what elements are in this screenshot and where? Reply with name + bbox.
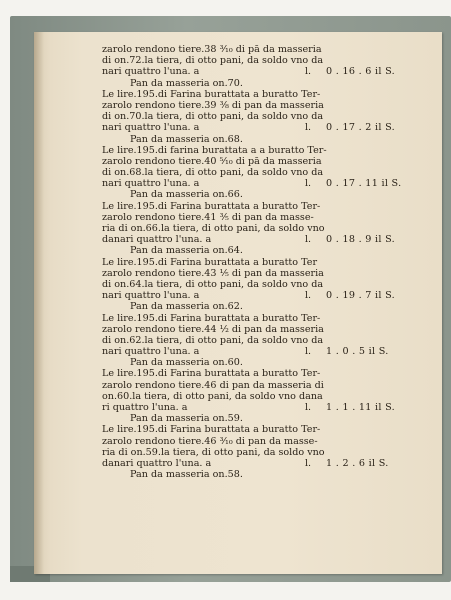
entry-line-text: Le lire.195.di Farina burattata a buratto Ter bbox=[102, 256, 318, 268]
entry-line bbox=[102, 368, 432, 379]
entry-line-text: zarolo rendono tiere.40 ⁵⁄₁₀ di pā da masseria bbox=[102, 155, 322, 167]
page-text bbox=[102, 44, 432, 480]
price-entry bbox=[102, 413, 432, 469]
entry-heading: Pan da masseria on.68. bbox=[130, 133, 243, 145]
price-value: 1 . 1 . 11 il S. bbox=[326, 402, 396, 413]
lira-mark: l. bbox=[304, 346, 312, 358]
entry-heading: Pan da masseria on.60. bbox=[130, 357, 243, 369]
entry-line-text: Le lire.195.di Farina burattata a buratto Ter- bbox=[102, 424, 321, 436]
entry-line-text: di on.62.la tiera, di otto pani, da soldo vno da bbox=[102, 334, 324, 346]
entry-line-text: zarolo rendono tiere.38 ³⁄₁₀ di pā da masseria bbox=[102, 44, 322, 55]
entry-line bbox=[102, 447, 432, 458]
entry-line bbox=[102, 55, 432, 66]
price-value: 1 . 0 . 5 il S. bbox=[326, 346, 389, 358]
price-value: 0 . 19 . 7 il S. bbox=[326, 290, 396, 302]
entry-line bbox=[102, 346, 432, 357]
entry-line-text: zarolo rendono tiere.46 di pan da masseria di bbox=[102, 379, 324, 391]
entry-line bbox=[102, 313, 432, 324]
entry-line bbox=[102, 212, 432, 223]
lira-mark: l. bbox=[304, 290, 312, 302]
entry-line bbox=[102, 424, 432, 435]
page-gutter-shadow bbox=[34, 32, 44, 574]
entry-line bbox=[102, 122, 432, 133]
entry-heading: Pan da masseria on.62. bbox=[130, 301, 243, 313]
entry-line bbox=[102, 178, 432, 189]
entry-line bbox=[102, 145, 432, 156]
entry-line bbox=[102, 66, 432, 77]
entry-line bbox=[102, 234, 432, 245]
entry-line bbox=[102, 268, 432, 279]
entry-line bbox=[102, 100, 432, 111]
entry-line bbox=[102, 167, 432, 178]
entry-line bbox=[102, 402, 432, 413]
entry-line bbox=[102, 391, 432, 402]
entry-line-text: nari quattro l'una. a bbox=[102, 346, 200, 358]
entry-line-text: danari quattro l'una. a bbox=[102, 234, 212, 246]
price-entry bbox=[102, 44, 432, 78]
entry-line-text: ria di on.59.la tiera, di otto pani, da soldo vno bbox=[102, 446, 325, 458]
price-entry bbox=[102, 301, 432, 357]
price-value: 1 . 2 . 6 il S. bbox=[326, 457, 389, 469]
entry-line-text: zarolo rendono tiere.39 ⅜ di pan da masseria bbox=[102, 99, 324, 111]
price-entry bbox=[102, 245, 432, 301]
entry-line bbox=[102, 279, 432, 290]
entry-line bbox=[102, 436, 432, 447]
entry-line bbox=[102, 223, 432, 234]
entry-line bbox=[102, 324, 432, 335]
entry-line bbox=[102, 458, 432, 469]
entry-line-text: di on.70.la tiera, di otto pani, da soldo vno da bbox=[102, 111, 324, 123]
lira-mark: l. bbox=[304, 178, 312, 190]
entry-line-text: zarolo rendono tiere.43 ⅕ di pan da masseria bbox=[102, 267, 324, 279]
entry-line bbox=[102, 201, 432, 212]
price-value: 0 . 17 . 2 il S. bbox=[326, 122, 396, 134]
entry-line-text: ri quattro l'una. a bbox=[102, 402, 188, 413]
price-entry bbox=[102, 357, 432, 413]
entry-line bbox=[102, 111, 432, 122]
entry-line bbox=[102, 257, 432, 268]
entry-heading: Pan da masseria on.64. bbox=[130, 245, 243, 257]
price-entry bbox=[102, 189, 432, 245]
entry-line-text: zarolo rendono tiere.46 ³⁄₁₀ di pan da masse- bbox=[102, 435, 318, 447]
entry-line bbox=[102, 380, 432, 391]
entry-line-text: zarolo rendono tiere.44 ½ di pan da masseria bbox=[102, 323, 324, 335]
entry-line-text: Le lire.195.di Farina burattata a buratto Ter- bbox=[102, 312, 321, 324]
entry-line-text: nari quattro l'una. a bbox=[102, 178, 200, 190]
lira-mark: l. bbox=[304, 402, 312, 413]
entry-line-text: zarolo rendono tiere.41 ⅗ di pan da masse- bbox=[102, 211, 314, 223]
entry-line-text: danari quattro l'una. a bbox=[102, 457, 212, 469]
price-entry bbox=[102, 134, 432, 190]
footer-heading: Pan da masseria on.58. bbox=[130, 469, 243, 481]
lira-mark: l. bbox=[304, 66, 312, 78]
entry-line bbox=[102, 335, 432, 346]
entry-line bbox=[102, 156, 432, 167]
entry-line-text: di on.72.la tiera, di otto pani, da soldo vno da bbox=[102, 55, 324, 67]
price-value: 0 . 18 . 9 il S. bbox=[326, 234, 396, 246]
entry-heading: Pan da masseria on.59. bbox=[130, 413, 243, 425]
entry-line bbox=[102, 44, 432, 55]
entry-line-text: nari quattro l'una. a bbox=[102, 66, 200, 78]
entry-line-text: Le lire.195.di Farina burattata a buratto Ter- bbox=[102, 88, 321, 100]
entry-line-text: on.60.la tiera, di otto pani, da soldo vno dana bbox=[102, 390, 323, 402]
lira-mark: l. bbox=[304, 122, 312, 134]
entry-line bbox=[102, 290, 432, 301]
entry-line-text: nari quattro l'una. a bbox=[102, 290, 200, 302]
entry-heading: Pan da masseria on.66. bbox=[130, 189, 243, 201]
entry-line-text: ria di on.66.la tiera, di otto pani, da soldo vno bbox=[102, 223, 325, 234]
entry-line-text: nari quattro l'una. a bbox=[102, 122, 200, 134]
price-value: 0 . 16 . 6 il S. bbox=[326, 66, 396, 78]
entry-line-text: Le lire.195.di Farina burattata a buratto Ter- bbox=[102, 368, 321, 380]
entry-line bbox=[102, 89, 432, 100]
lira-mark: l. bbox=[304, 457, 312, 469]
entry-line-text: di on.68.la tiera, di otto pani, da soldo vno da bbox=[102, 167, 324, 179]
price-entry bbox=[102, 78, 432, 134]
price-value: 0 . 17 . 11 il S. bbox=[326, 178, 402, 190]
entry-line-text: di on.64.la tiera, di otto pani, da soldo vno da bbox=[102, 278, 324, 290]
lira-mark: l. bbox=[304, 234, 312, 246]
entry-line-text: Le lire.195.di Farina burattata a buratto Ter- bbox=[102, 200, 321, 212]
entry-line-text: Le lire.195.di farina burattata a a buratto Ter- bbox=[102, 144, 327, 156]
entry-heading: Pan da masseria on.70. bbox=[130, 77, 243, 89]
